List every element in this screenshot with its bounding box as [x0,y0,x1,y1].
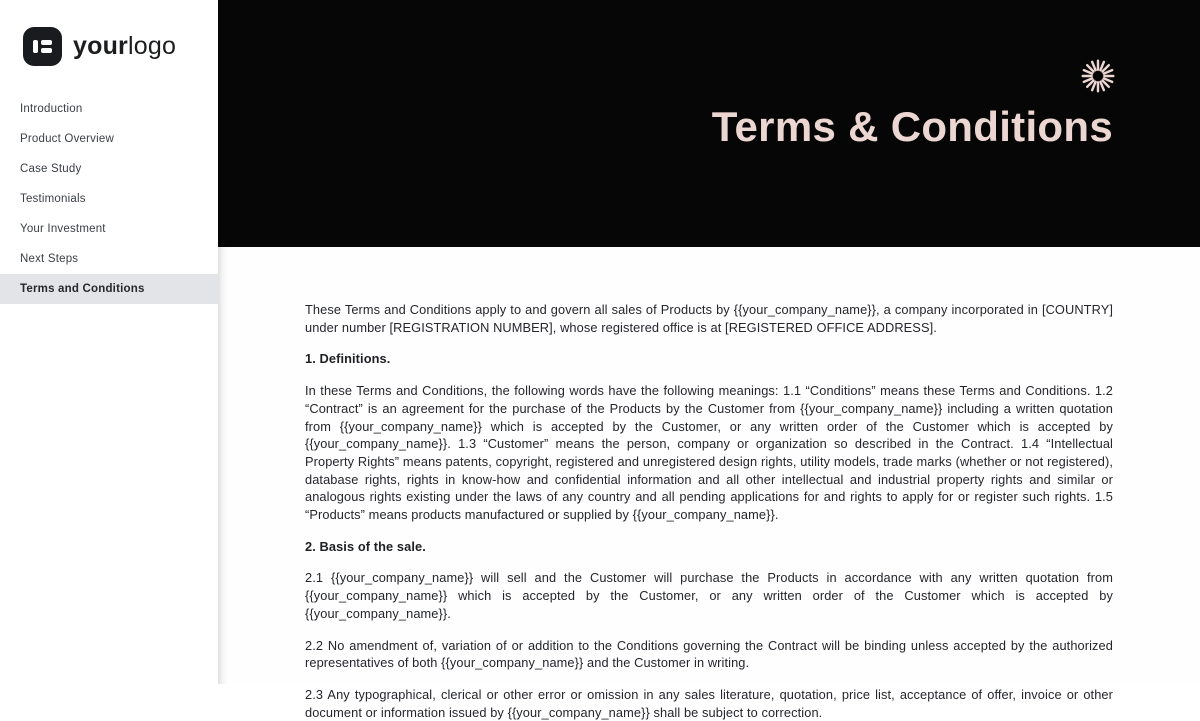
clause-2-2-paragraph: 2.2 No amendment of, variation of or addition to the Conditions governing the Contract will be binding unless accepted by the authorized representatives of both {{your_company_name}} and the Customer in writing. [305,637,1113,671]
definitions-paragraph: In these Terms and Conditions, the following words have the following meanings: 1.1 “Conditions” means these Terms and Conditions. 1.2 “Contract” is an agreement for the purchase of the Products by the Customer from {{your_company_name}} including a written quotation from {{your_company_name}} which is accepted by the Customer, or any written order of the Customer which is accepted by {{your_company_name}}. 1.3 “Customer” means the person, company or organization so described in the Contract. 1.4 “Intellectual Property Rights” means patents, copyright, registered and unregistered design rights, utility models, trade marks (whether or not registered), database rights, rights in know-how and confidential information and all other intellectual and industrial property rights and similar or analogous rights existing under the laws of any country and all pending applications for and rights to apply for or register such rights. 1.5 “Products” means products manufactured or supplied by {{your_company_name}}. [305,383,1113,523]
logo-text-bold: your [73,32,128,60]
logo-mark-icon [23,27,62,66]
clause-2-3-paragraph-clipped: 2.3 Any typographical, clerical or other error or omission in any sales literature, quotation, price list, acceptance of offer, invoice or other document or information issued by {{your_company_name}} shall be subject to correction. [305,686,1113,720]
starburst-icon [1080,58,1116,94]
section-heading-definitions: 1. Definitions. [305,351,391,367]
sidebar-item-case-study[interactable]: Case Study [20,163,82,175]
sidebar-item-your-investment[interactable]: Your Investment [20,223,106,235]
sidebar-item-next-steps[interactable]: Next Steps [20,253,79,265]
logo-glyph-lines [41,40,52,53]
clause-2-1-paragraph: 2.1 {{your_company_name}} will sell and the Customer will purchase the Products in accordance with any written quotation from {{your_company_name}} which is accepted by the Customer, or any written order of the Customer which is accepted by {{your_company_name}}. [305,570,1113,621]
sidebar-item-introduction[interactable]: Introduction [20,103,83,115]
intro-paragraph: These Terms and Conditions apply to and govern all sales of Products by {{your_company_name}}, a company incorporated in [COUNTRY] under number [REGISTRATION NUMBER], whose registered office is at [REGISTERED OFFICE ADDRESS]. [305,302,1113,335]
logo-text [73,32,176,61]
sidebar-item-testimonials[interactable]: Testimonials [20,193,86,205]
logo[interactable] [0,0,218,66]
page-header [218,0,1200,247]
section-heading-basis-of-sale: 2. Basis of the sale. [305,538,426,554]
sidebar-nav [0,94,218,304]
logo-text-light: logo [127,32,177,60]
document-body [218,247,1200,720]
main-panel [218,0,1200,720]
sidebar-item-product-overview[interactable]: Product Overview [20,133,114,145]
logo-glyph-bar [33,40,38,53]
page-title: Terms & Conditions [711,102,1113,150]
sidebar [0,0,218,684]
sidebar-item-terms-and-conditions[interactable]: Terms and Conditions [0,274,218,304]
